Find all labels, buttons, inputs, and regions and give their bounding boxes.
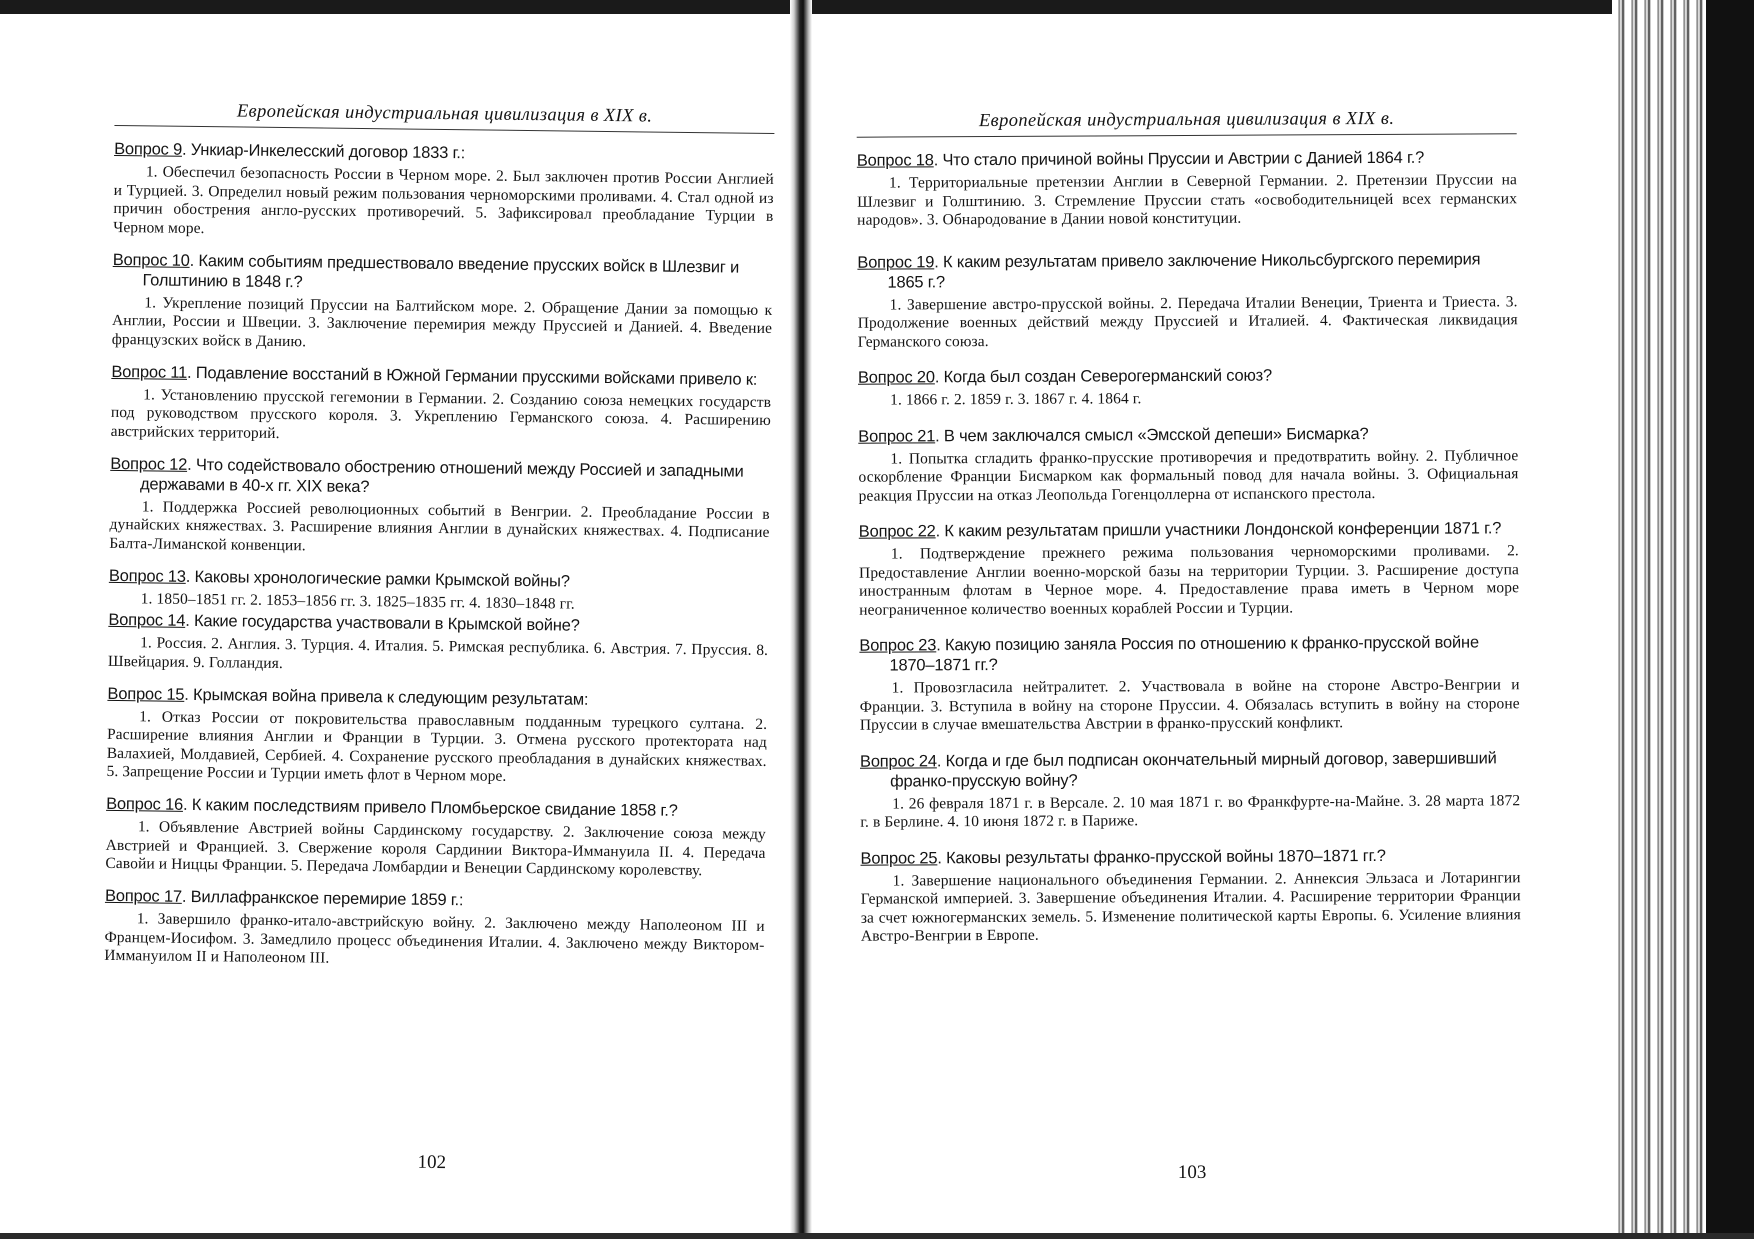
question-block	[860, 845, 1521, 946]
answer-options: 1. Обеспечил безопасность России в Черном море. 2. Был заключен против России Англией и Турцией. 3. Определил новый режим пользования черноморскими проливами. 4. Стал одной из причин обострения англо-русских противоречий. 5. Зафиксировал преобладание Турции в Черном море.	[113, 163, 774, 237]
question-text	[111, 361, 771, 389]
answer-options: 1. 26 февраля 1871 г. в Версале. 2. 10 мая 1871 г. во Франкфурте-на-Майне. 3. 28 марта 1872 г. в Берлине. 4. 10 июня 1872 г. в Париже.	[860, 791, 1521, 831]
question-body: . Каким событиям предшествовало введение прусских войск в Шлезвиг и Голштинию в 1848 г.?	[142, 251, 740, 291]
answer-options: 1. Подтверждение прежнего режима пользования черноморскими проливами. 2. Предоставление Англии военно-морской базы на территории Турции. 3. Расширение доступа иностранным флотам в Черное море. 4. Предоставление права иметь в Черном море неограниченное количество военных кораблей России и Турции.	[858, 542, 1520, 619]
question-label: Вопрос 16	[106, 794, 184, 814]
question-body: . Что содействовало обострению отношений между Россией и западными державами в 40-х гг. XIX века?	[139, 455, 744, 496]
question-label: Вопрос 24	[859, 751, 937, 771]
running-head: Европейская индустриальная цивилизация в XIX в.	[857, 108, 1517, 137]
question-text	[107, 683, 767, 711]
question-text	[860, 845, 1520, 868]
answer-options: 1. Завершение национального объединения Германии. 2. Аннексия Эльзаса и Лотарингии Германской империей. 3. Завершение объединения Италии. 4. Расширение территории Франции за счет южногерманских земель. 5. Изменение политической карты Европы. 6. Усиление влияния Австро-Венгрии в Европе.	[860, 868, 1521, 945]
question-body: . Крымская война привела к следующим результатам:	[184, 685, 589, 709]
question-body: . К каким результатам пришли участники Лондонской конференции 1871 г.?	[935, 519, 1502, 541]
question-text	[857, 249, 1517, 292]
answer-options: 1. Объявление Австрией войны Сардинскому государству. 2. Заключение союза между Австрией и Францией. 3. Свержение короля Сардинии Виктора-Иммануила II. 4. Передача Савойи и Ниццы Франции. 5. Передача Ломбардии и Венеции Сардинскому королевству.	[105, 818, 766, 880]
question-block	[859, 518, 1520, 619]
answer-options: 1. Попытка сгладить франко-прусские противоречия и предотвратить войну. 2. Публичное оскорбление Франции Бисмарком как формальный повод для начала войны. 3. Официальная реакция Пруссии на отказ Леопольда Гогенцоллерна от испанского престола.	[858, 446, 1519, 505]
question-block	[104, 886, 765, 974]
question-list	[104, 139, 774, 986]
answer-options: 1. Отказ России от покровительства православным подданным турецкого султана. 2. Расширение влияния Англии и Франции в Турции. 3. Отмена русского протектората над Валахией, Молдавией, Сербией. 4. Сохранение русского преобладания в дунайских княжествах. 5. Запрещение России и Турции иметь флот в Черном море.	[106, 707, 768, 785]
question-label: Вопрос 11	[111, 362, 188, 382]
question-body: . К каким последствиям привело Пломбьерское свидание 1858 г.?	[182, 795, 678, 820]
question-label: Вопрос 21	[858, 426, 936, 446]
question-body: . Подавление восстаний в Южной Германии прусскими войсками привело к:	[186, 363, 758, 389]
question-body: . Ункиар-Инкелесский договор 1833 г.:	[181, 140, 466, 163]
question-label: Вопрос 9	[114, 139, 183, 159]
answer-options: 1. Завершение австро-прусской войны. 2. Передача Италии Венеции, Триента и Триеста. 3. Продолжение военных действий между Пруссией и Италией. 4. Фактическая ликвидация Германского союза.	[857, 292, 1518, 351]
question-body: . Каковы хронологические рамки Крымской войны?	[185, 567, 570, 591]
page-number: 102	[417, 1151, 447, 1174]
question-body: . Виллафранкское перемирие 1859 г.:	[181, 887, 464, 910]
question-block	[857, 249, 1518, 352]
question-text	[110, 453, 770, 501]
question-label: Вопрос 20	[857, 368, 935, 387]
question-body: . Когда и где был подписан окончательный мирный договор, завершивший франко-прусскую войну?	[890, 748, 1497, 791]
question-text	[106, 794, 766, 822]
question-text	[105, 886, 765, 914]
question-label: Вопрос 23	[859, 636, 937, 655]
question-block	[857, 147, 1517, 230]
right-page	[856, 0, 1522, 1241]
answer-options: 1. 1866 г. 2. 1859 г. 3. 1867 г. 4. 1864 г.	[890, 390, 1142, 409]
question-text	[858, 423, 1518, 446]
question-text	[857, 147, 1517, 170]
question-block	[113, 139, 774, 245]
page-number: 103	[1177, 1161, 1207, 1184]
question-block	[860, 748, 1520, 832]
question-text	[859, 632, 1519, 675]
question-block	[108, 610, 769, 679]
page-edges	[1612, 0, 1754, 1239]
running-head: Европейская индустриальная цивилизация в XIX в.	[114, 100, 774, 134]
answer-options: 1. Поддержка Россией революционных событий в Венгрии. 2. Преобладание России в дунайских княжествах. 3. Расширение влияния Англии в дунайских княжествах. 4. Подписание Балта-Лиманской конвенции.	[109, 497, 770, 554]
question-block	[109, 453, 770, 561]
question-label: Вопрос 18	[856, 151, 934, 170]
answer-options: 1. 1850–1851 гг. 2. 1853–1856 гг. 3. 1825–1835 гг. 4. 1830–1848 гг.	[140, 589, 575, 613]
answer-options: 1. Территориальные претензии Англии в Северной Германии. 2. Претензии Пруссии на Шлезвиг и Голштинию. 3. Стремление Пруссии стать «освободительницей всех германских народов». 3. Обнародование в Дании новой конституции.	[857, 171, 1518, 229]
question-label: Вопрос 14	[108, 610, 186, 630]
book-gutter	[790, 0, 812, 1239]
question-label: Вопрос 12	[110, 454, 188, 474]
question-text	[112, 249, 772, 297]
question-body: . Когда был создан Северогерманский союз?	[934, 366, 1273, 387]
question-text	[858, 364, 1518, 387]
question-label: Вопрос 19	[857, 252, 935, 272]
question-text	[109, 565, 769, 593]
question-list	[857, 147, 1521, 958]
question-text	[859, 518, 1519, 541]
answer-options: 1. Россия. 2. Англия. 3. Турция. 4. Италия. 5. Римская республика. 6. Австрия. 7. Пруссия. 8. Швейцария. 9. Голландия.	[107, 634, 769, 672]
left-page	[101, 0, 776, 1243]
question-body: . К каким результатам привело заключение Никольсбургского перемирия 1865 г.?	[887, 249, 1481, 292]
question-label: Вопрос 15	[107, 684, 185, 704]
question-label: Вопрос 22	[858, 522, 936, 541]
question-label: Вопрос 10	[112, 250, 190, 270]
question-block	[109, 565, 769, 616]
question-block	[858, 423, 1518, 506]
question-block	[112, 249, 773, 357]
question-body: . Каковы результаты франко-прусской войны 1870–1871 гг.?	[937, 846, 1386, 867]
question-body: . Какие государства участвовали в Крымской войне?	[185, 611, 580, 635]
answer-options: 1. Установлению прусской гегемонии в Германии. 2. Созданию союза немецких государств под руководством прусского короля. 3. Укреплению Германского союза. 4. Расширению австрийских территорий.	[110, 385, 772, 442]
answer-options: 1. Завершило франко-итало-австрийскую войну. 2. Заключено между Наполеоном III и Францем-Иосифом. 3. Замедлило процесс объединения Италии. 4. Заключено между Виктором-Иммануилом II и Наполеоном III.	[104, 910, 765, 967]
question-text	[860, 748, 1520, 791]
question-block	[105, 794, 766, 882]
question-block	[106, 683, 767, 789]
question-body: . Какую позицию заняла Россия по отношению к франко-прусской войне 1870–1871 гг.?	[889, 633, 1479, 675]
answer-options: 1. Укрепление позиций Пруссии на Балтийском море. 2. Обращение Дании за помощью к Англии, России и Швеции. 3. Заключение перемирия между Пруссией и Данией. 4. Введение французских войск в Данию.	[111, 293, 773, 350]
question-block	[859, 632, 1520, 735]
question-body: . В чем заключался смысл «Эмсской депеши» Бисмарка?	[935, 424, 1369, 445]
question-text	[114, 139, 774, 167]
question-block	[858, 364, 1518, 410]
answer-options: 1. Провозгласила нейтралитет. 2. Участвовала в войне на стороне Австро-Венгрии и Франции. 3. Вступила в войну на стороне Пруссии. 4. Обязалась вступить в войну на стороне Пруссии в случае вмешательства Австрии в франко-прусский конфликт.	[859, 676, 1520, 734]
question-label: Вопрос 13	[108, 566, 186, 586]
question-block	[111, 361, 772, 449]
question-label: Вопрос 25	[860, 848, 938, 868]
question-label: Вопрос 17	[104, 886, 182, 906]
question-body: . Что стало причиной войны Пруссии и Австрии с Данией 1864 г.?	[933, 148, 1425, 170]
